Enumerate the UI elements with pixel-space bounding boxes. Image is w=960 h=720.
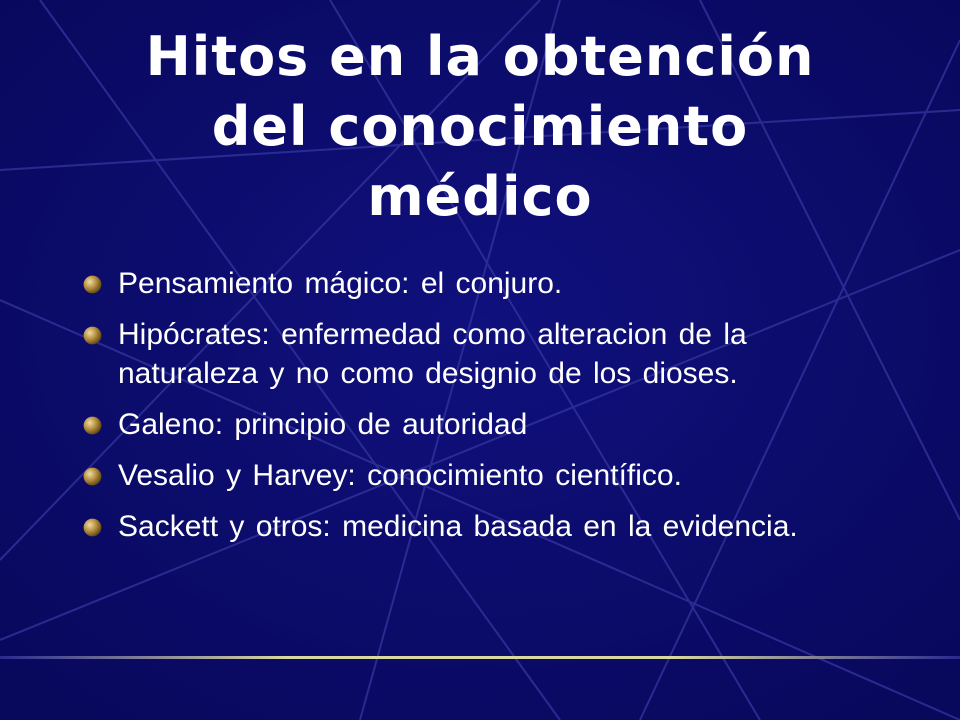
bullet-item-5 <box>82 507 872 546</box>
title-line-2: del conocimiento <box>211 95 749 158</box>
bronze-sphere-icon <box>82 325 103 346</box>
footer-rule <box>0 652 960 666</box>
bullet-item-1 <box>82 264 872 303</box>
bullet-text: Vesalio y Harvey: conocimiento científico. <box>118 459 682 492</box>
bullet-text: Sackett y otros: medicina basada en la evidencia. <box>118 510 798 543</box>
bullet-item-2 <box>82 315 872 393</box>
bullet-list <box>82 264 872 558</box>
title-line-1: Hitos en la obtención <box>145 25 815 88</box>
bullet-text: Galeno: principio de autoridad <box>118 408 528 441</box>
bronze-sphere-icon <box>82 517 103 538</box>
bullet-text: Hipócrates: enfermedad como alteracion de la naturaleza y no como designio de los dioses. <box>118 318 747 390</box>
slide-title <box>60 22 900 232</box>
bronze-sphere-icon <box>82 466 103 487</box>
bronze-sphere-icon <box>82 274 103 295</box>
bullet-item-3 <box>82 405 872 444</box>
bronze-sphere-icon <box>82 415 103 436</box>
bullet-item-4 <box>82 456 872 495</box>
bullet-text: Pensamiento mágico: el conjuro. <box>118 267 563 300</box>
title-line-3: médico <box>367 165 593 228</box>
